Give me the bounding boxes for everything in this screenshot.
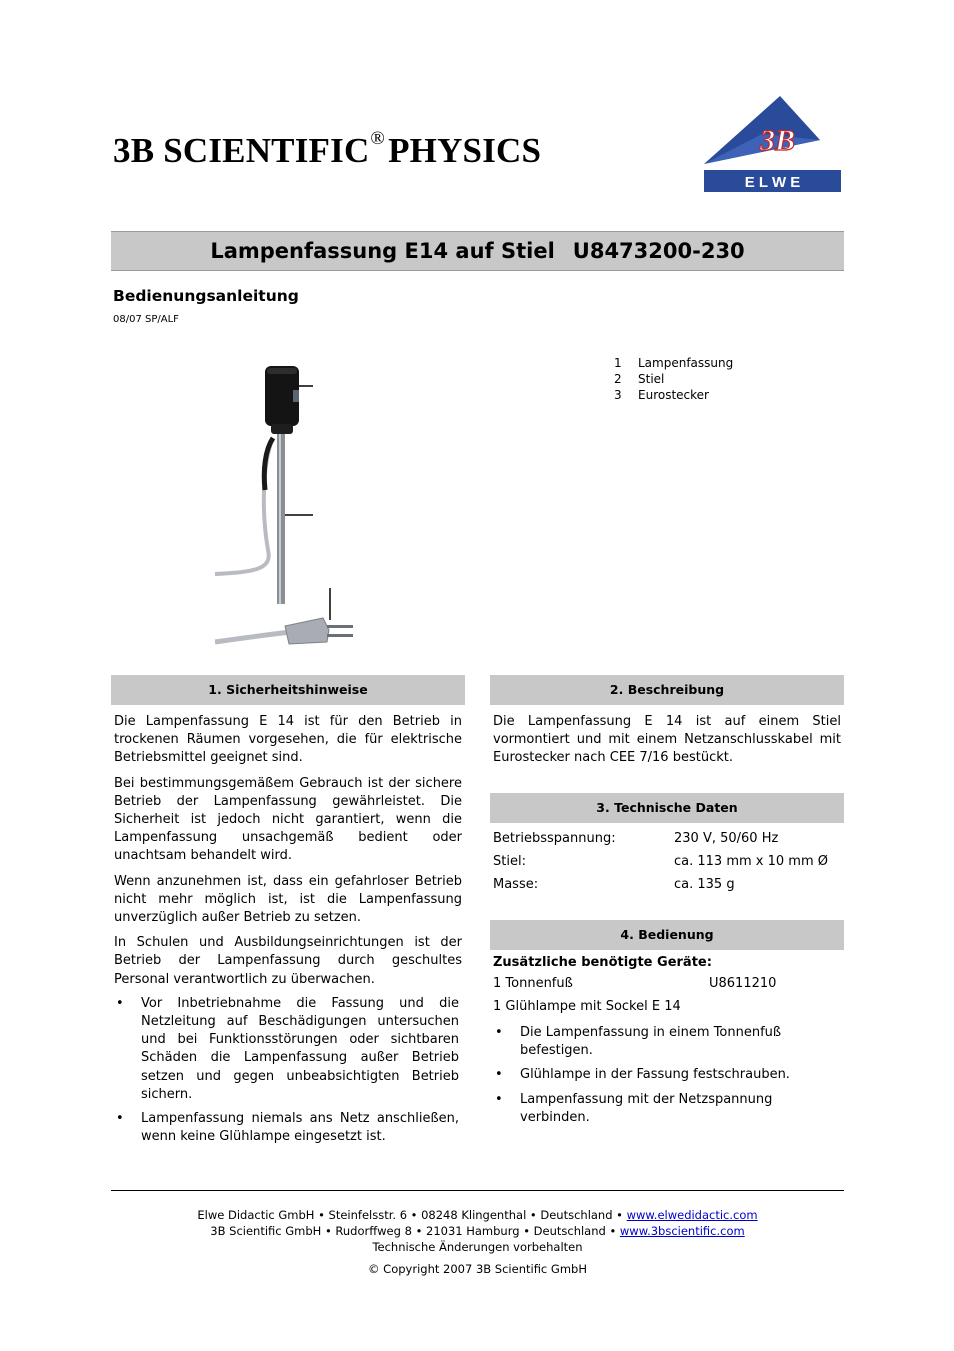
operation-text xyxy=(490,954,844,1127)
operation-bullets xyxy=(493,1024,841,1127)
footer xyxy=(111,1207,844,1277)
list-item: • Glühlampe in der Fassung festschrauben. xyxy=(493,1066,838,1084)
table-row: Betriebsspannung: 230 V, 50/60 Hz xyxy=(493,831,779,846)
paragraph: Die Lampenfassung E 14 ist für den Betrieb in trockenen Räumen vorgesehen, die für elektrische Betriebsmittel geeignet sind. xyxy=(114,714,462,766)
product-name: Lampenfassung E14 auf Stiel xyxy=(210,239,555,263)
equipment-row: 1 Glühlampe mit Sockel E 14 xyxy=(493,999,681,1014)
required-equipment-heading: Zusätzliche benötigte Geräte: xyxy=(493,955,712,970)
logo-3b-mark: 3B xyxy=(760,124,796,157)
document-date: 08/07 SP/ALF xyxy=(113,314,179,325)
description-text: Die Lampenfassung E 14 ist auf einem Stiel vormontiert und mit einem Netzanschlusskabel mit Eurostecker nach CEE 7/16 bestückt. xyxy=(493,714,841,766)
footer-line: 3B Scientific GmbH • Rudorffweg 8 • 21031 Hamburg • Deutschland • www.3bscientific.com xyxy=(210,1224,745,1238)
paragraph: In Schulen und Ausbildungseinrichtungen ist der Betrieb der Lampenfassung durch geschultes Personal verantwortlich zu überwachen. xyxy=(114,935,462,987)
specs-table xyxy=(490,827,844,896)
equipment-row: 1 Tonnenfuß U8611210 xyxy=(493,976,777,991)
list-item: • Lampenfassung niemals ans Netz anschließen, wenn keine Glühlampe eingesetzt ist. xyxy=(114,1110,459,1146)
section-heading: 2. Beschreibung xyxy=(490,675,844,705)
registered-mark: ® xyxy=(370,128,386,149)
logo-wordmark: E L W E xyxy=(744,174,801,191)
brand-name: 3B SCIENTIFIC xyxy=(113,131,370,170)
table-row: Stiel: ca. 113 mm x 10 mm Ø xyxy=(493,854,828,869)
safety-text xyxy=(111,713,465,1146)
footer-line: Elwe Didactic GmbH • Steinfelsstr. 6 • 08248 Klingenthal • Deutschland • www.elwedidactic.com xyxy=(197,1208,758,1222)
document-subtitle: Bedienungsanleitung xyxy=(113,287,299,305)
brand-title xyxy=(113,128,541,171)
plug-cable xyxy=(215,632,291,642)
parts-legend xyxy=(614,355,733,403)
list-item: • Lampenfassung mit der Netzspannung verbinden. xyxy=(493,1091,838,1127)
legend-item: 2 Stiel xyxy=(614,372,665,386)
logo-registered: ® xyxy=(806,133,812,140)
footer-rule xyxy=(111,1190,844,1191)
euro-plug xyxy=(285,618,329,644)
safety-section xyxy=(111,675,465,1146)
table-row: Masse: ca. 135 g xyxy=(493,877,735,892)
product-photo xyxy=(213,360,363,652)
safety-bullets xyxy=(114,995,462,1147)
operation-section xyxy=(490,920,844,1127)
legend-item: 1 Lampenfassung xyxy=(614,356,734,370)
legend-item: 3 Eurostecker xyxy=(614,388,709,402)
section-heading: 3. Technische Daten xyxy=(490,793,844,823)
copyright: © Copyright 2007 3B Scientific GmbH xyxy=(368,1262,587,1276)
section-heading: 4. Bedienung xyxy=(490,920,844,950)
description-section xyxy=(490,675,844,768)
brand-suffix: PHYSICS xyxy=(388,131,542,170)
section-heading: 1. Sicherheitshinweise xyxy=(111,675,465,705)
specs-section xyxy=(490,793,844,896)
3bscientific-link[interactable]: www.3bscientific.com xyxy=(619,1224,745,1238)
3b-elwe-logo xyxy=(702,94,842,194)
footer-line: Technische Änderungen vorbehalten xyxy=(372,1240,583,1254)
product-title-bar xyxy=(111,231,844,271)
product-code: U8473200-230 xyxy=(572,239,745,263)
elwedidactic-link[interactable]: www.elwedidactic.com xyxy=(626,1208,758,1222)
list-item: • Vor Inbetriebnahme die Fassung und die Netzleitung auf Beschädigungen untersuchen und bei Funktionsstörungen oder sichtbaren Schäden die Lampenfassung außer Betrieb setzen und gegen unbeabsichtigten Betrieb sichern. xyxy=(114,995,459,1104)
list-item: • Die Lampenfassung in einem Tonnenfuß befestigen. xyxy=(493,1024,838,1060)
paragraph: Bei bestimmungsgemäßem Gebrauch ist der sichere Betrieb der Lampenfassung gewährleistet. Die Sicherheit ist jedoch nicht garantiert, wenn die Lampenfassung unsachgemäß bedient oder unachtsam behandelt wird. xyxy=(114,775,462,864)
paragraph: Wenn anzunehmen ist, dass ein gefahrloser Betrieb nicht mehr möglich ist, ist die Lampenfassung unverzüglich außer Betrieb zu setzen. xyxy=(114,873,462,926)
